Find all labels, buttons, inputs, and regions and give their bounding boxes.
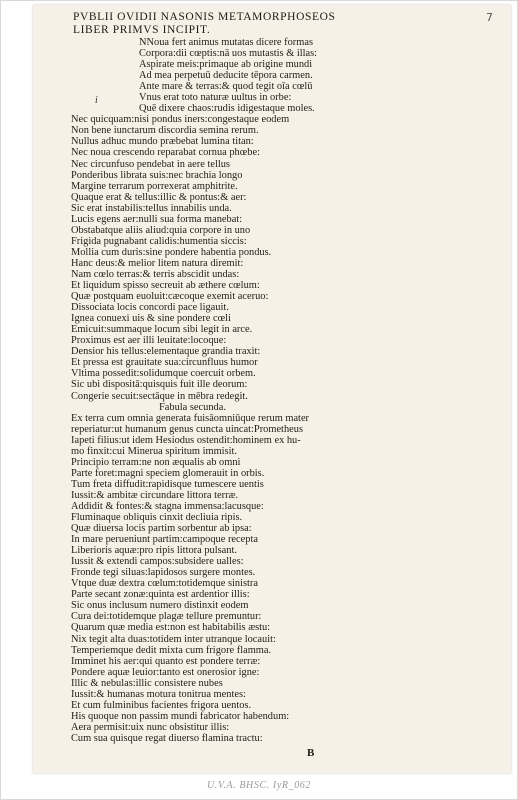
- text-line: Pondere aquæ leuior:tanto est onerosior igne:: [71, 666, 260, 678]
- text-line: His quoque non passim mundi fabricator habendum:: [71, 710, 290, 722]
- text-line: Liberioris aquæ:pro ripis littora pulsant.: [71, 545, 237, 557]
- text-line: Nullus adhuc mundo præbebat lumina titan:: [71, 136, 254, 148]
- text-line: In mare perueniunt partim:campoque recepta: [71, 534, 258, 546]
- text-line: Quē dixere chaos:rudis idigestaque moles.: [139, 103, 315, 115]
- text-line: Quaque erat & tellus:illic & pontus:& aer:: [71, 191, 247, 203]
- text-line: Imminet his aer:qui quanto est pondere terræ:: [71, 655, 261, 667]
- text-line: Principio terram:ne non æqualis ab omni: [71, 456, 241, 468]
- text-line: Vnus erat toto naturæ uultus in orbe:: [139, 92, 292, 104]
- text-line: Nix tegit alta duas:totidem inter utranque locauit:: [71, 633, 276, 645]
- text-line: mo finxit:cui Minerua spiritum immisit.: [71, 445, 237, 457]
- text-line: Margine terrarum porrexerat amphitrite.: [71, 180, 238, 192]
- text-line: Et cum fulminibus facientes frigora uentos.: [71, 699, 252, 711]
- text-line: Aera permisit:uix nunc obsistitur illis:: [71, 721, 230, 733]
- text-line: Iussit & extendi campos:subsidere ualles:: [71, 556, 244, 568]
- text-line: Aspirate meis:primaque ab origine mundi: [139, 59, 313, 71]
- text-line: Ex terra cum omnia generata fuisāomniūque rerum mater: [71, 412, 310, 424]
- text-line: Nec noua crescendo reparabat cornua phœbe:: [71, 147, 260, 159]
- text-line: Quæ postquam euoluit:cæcoque exemit aceruo:: [71, 291, 269, 303]
- section-heading: Fabula secunda.: [159, 401, 226, 413]
- text-line: Temperiemque dedit mixta cum frigore flamma.: [71, 644, 272, 656]
- text-line: Addidit & fontes:& stagna immensa:lacusque:: [71, 500, 264, 512]
- text-line: Densior his tellus:elementaque grandia traxit:: [71, 346, 261, 358]
- signature-mark: B: [307, 747, 315, 759]
- text-line: Iapeti filius:ut idem Hesiodus ostendit:hominem ex hu-: [71, 434, 301, 446]
- text-line: Fluminaque obliquis cinxit decliuia ripis.: [71, 512, 243, 524]
- text-line: Ignea conuexi uis & sine pondere cœli: [71, 313, 231, 325]
- text-line: Illic & nebulas:illic consistere nubes: [71, 677, 223, 689]
- text-line: Parte foret:magni speciem glomerauit in orbis.: [71, 467, 265, 479]
- text-line: Iussit:& ambitæ circundare littora terræ.: [71, 489, 239, 501]
- text-line: Quæ diuersa locis partim sorbentur ab ipsa:: [71, 523, 252, 535]
- text-line: Frigida pugnabant calidis:humentia siccis:: [71, 235, 247, 247]
- text-line: Sic onus inclusum numero distinxit eodem: [71, 600, 249, 612]
- shelfmark-caption: U.V.A. BHSC. IyR_062: [206, 780, 312, 791]
- text-line: Hanc deus:& melior litem natura diremit:: [71, 257, 244, 269]
- text-line: Non bene iunctarum discordia semina rerum.: [71, 125, 259, 137]
- text-line: Obstabatque aliis aliud:quia corpore in uno: [71, 224, 251, 236]
- text-line: Vltima possedit:solidumque coercuit orbem.: [71, 368, 256, 380]
- folio-number: 7: [486, 11, 493, 24]
- text-line: Iussit:& humanas motura tonitrua mentes:: [71, 688, 246, 700]
- text-line: Vtque duæ dextra cœlum:totidemque sinistra: [71, 578, 258, 590]
- text-line: Emicuit:summaque locum sibi legit in arce.: [71, 324, 253, 336]
- text-line: Congerie secuit:sectāque in mēbra redegit.: [71, 390, 248, 402]
- text-line: Proximus est aer illi leuitate:locoque:: [71, 335, 227, 347]
- text-line: Nec circunfuso pendebat in aere tellus: [71, 158, 230, 170]
- title-line-1: PVBLII OVIDII NASONIS METAMORPHOSEOS: [73, 11, 336, 23]
- text-line: Ad mea perpetuū deducite tēpora carmen.: [139, 70, 313, 82]
- margin-note: i: [95, 95, 98, 106]
- text-line: Sic erat instabilis:tellus innabilis unda.: [71, 202, 232, 214]
- text-line: Ante mare & terras:& quod tegit oīa cœlū: [139, 81, 313, 93]
- text-line: Quarum quæ media est:non est habitabilis æstu:: [71, 622, 271, 634]
- text-line: Corpora:dii cœptis:nā uos mutastis & illas:: [139, 48, 318, 60]
- text-line: Fronde tegi siluas:lapidosos surgere montes.: [71, 567, 256, 579]
- text-line: Parte secant zonæ:quinta est ardentior illis:: [71, 589, 250, 601]
- text-line: NNoua fert animus mutatas dicere formas: [139, 37, 313, 48]
- text-line: Nec quicquam:nisi pondus iners:congestaque eodem: [71, 114, 290, 126]
- text-line: reperiatur:ut humanum genus cuncta uincat:Prometheus: [71, 423, 303, 435]
- text-line: Dissociata locis concordi pace ligauit.: [71, 302, 229, 314]
- manuscript-page: [33, 5, 511, 773]
- text-line: Cura dei:totidemque plagæ tellure premuntur:: [71, 611, 262, 623]
- text-line: Et liquidum spisso secreuit ab æthere cœlum:: [71, 280, 260, 292]
- text-line: Et pressa est grauitate sua:circunfluus humor: [71, 357, 258, 369]
- text-line: Nam cœlo terras:& terris abscidit undas:: [71, 268, 240, 280]
- text-line: Mollia cum duris:sine pondere habentia pondus.: [71, 246, 272, 258]
- text-line: Lucis egens aer:nulli sua forma manebat:: [71, 213, 243, 225]
- text-line: Sic ubi dispositā:quisquis fuit ille deorum:: [71, 379, 248, 391]
- title-line-2: LIBER PRIMVS INCIPIT.: [73, 24, 211, 36]
- text-line: Tum freta diffudit:rapidisque tumescere uentis: [71, 478, 264, 490]
- text-line: Ponderibus librata suis:nec brachia longo: [71, 169, 243, 181]
- verse-text-block: [71, 37, 481, 744]
- text-line: Cum sua quisque regat diuerso flamina tractu:: [71, 732, 263, 744]
